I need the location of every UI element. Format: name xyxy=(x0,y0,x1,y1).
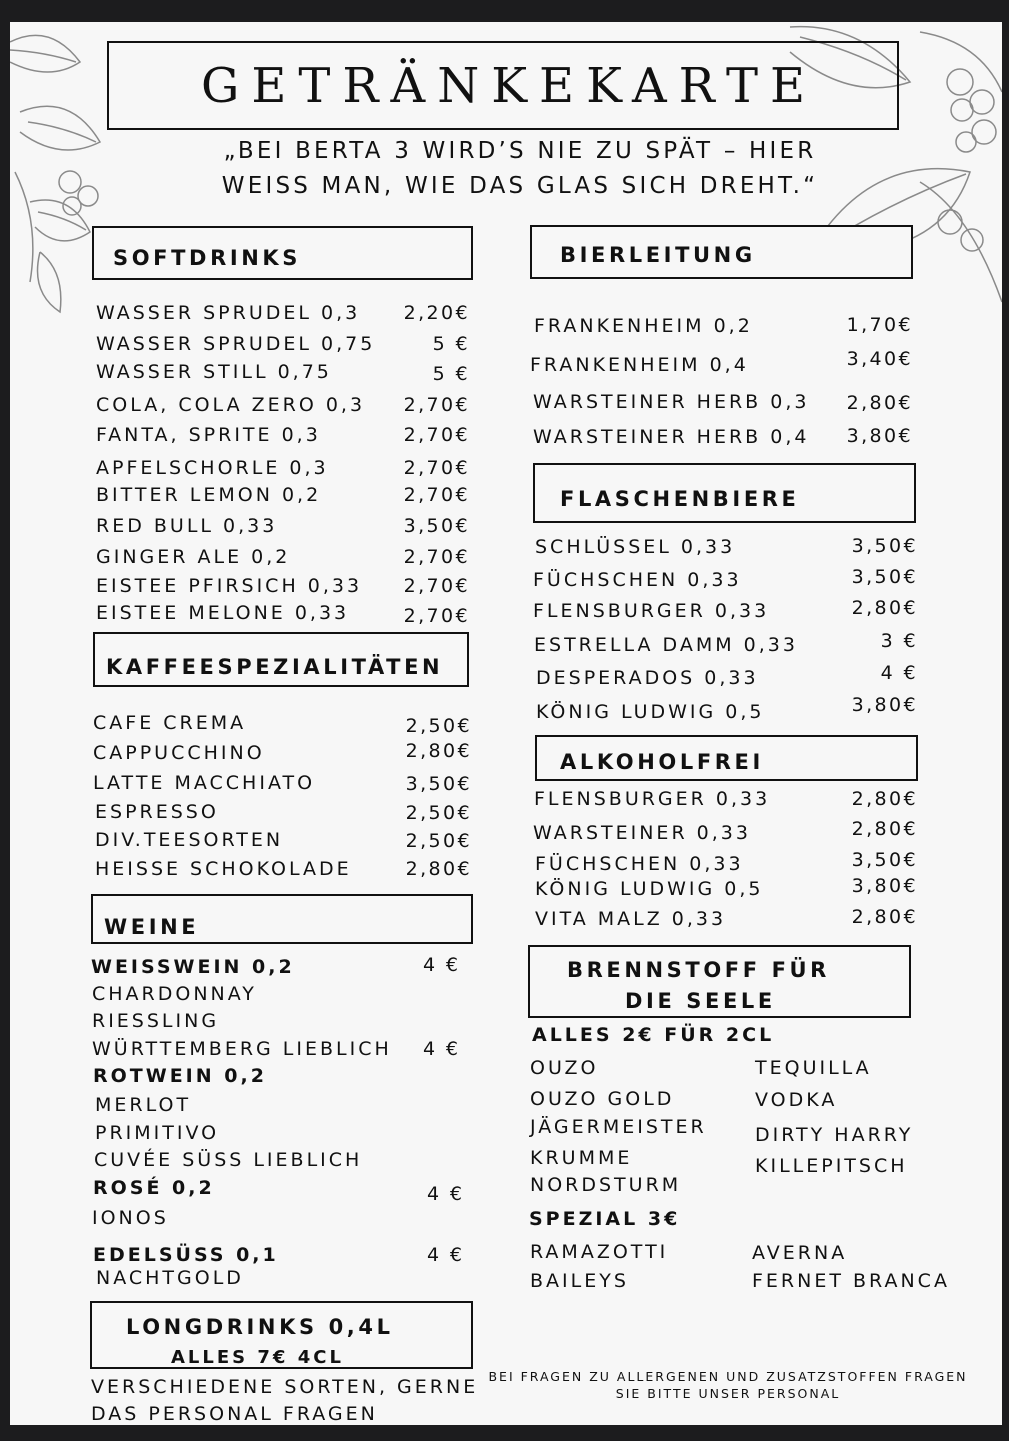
menu-item-price: 2,50€ xyxy=(405,830,472,852)
menu-item-name: RED BULL 0,33 xyxy=(96,515,278,537)
menu-item-name: WASSER SPRUDEL 0,3 xyxy=(96,302,361,324)
spirit-item: RAMAZOTTI xyxy=(530,1241,669,1263)
menu-item-name: WARSTEINER HERB 0,4 xyxy=(533,426,810,448)
spirit-item: OUZO GOLD xyxy=(530,1088,675,1110)
menu-item-name: FÜCHSCHEN 0,33 xyxy=(533,569,742,591)
slogan-line-2: WEISS MAN, WIE DAS GLAS SICH DREHT.“ xyxy=(221,173,819,199)
flaschenbiere-heading: FLASCHENBIERE xyxy=(560,487,800,511)
menu-item-price: 2,20€ xyxy=(403,302,470,324)
bierleitung-heading: BIERLEITUNG xyxy=(560,243,756,267)
longdrinks-heading: LONGDRINKS 0,4L xyxy=(126,1315,394,1339)
menu-item-name: FLENSBURGER 0,33 xyxy=(533,600,770,622)
wine-item: IONOS xyxy=(92,1207,169,1229)
wine-item: WÜRTTEMBERG LIEBLICH xyxy=(92,1038,392,1060)
menu-item-price: 2,70€ xyxy=(403,546,470,568)
menu-item-name: KÖNIG LUDWIG 0,5 xyxy=(536,701,765,723)
menu-item-name: HEISSE SCHOKOLADE xyxy=(95,858,352,880)
menu-sheet xyxy=(10,22,1002,1425)
spirit-item: DIRTY HARRY xyxy=(755,1124,914,1146)
menu-item-price: 3,50€ xyxy=(851,535,918,557)
menu-item-price: 3,50€ xyxy=(405,773,472,795)
menu-item-name: KÖNIG LUDWIG 0,5 xyxy=(535,878,764,900)
menu-item-price: 2,50€ xyxy=(405,715,472,737)
menu-item-price: 3,80€ xyxy=(851,875,918,897)
menu-item-name: SCHLÜSSEL 0,33 xyxy=(535,536,736,558)
menu-item-name: FRANKENHEIM 0,2 xyxy=(534,315,753,337)
spirit-item: BAILEYS xyxy=(530,1270,629,1292)
menu-item-name: WASSER STILL 0,75 xyxy=(96,361,332,383)
spirit-item: FERNET BRANCA xyxy=(752,1270,950,1292)
menu-item-price: 2,70€ xyxy=(403,605,470,627)
menu-item-name: GINGER ALE 0,2 xyxy=(96,546,291,568)
menu-item-price: 2,80€ xyxy=(851,597,918,619)
menu-item-name: EISTEE PFIRSICH 0,33 xyxy=(96,575,363,597)
wine-item: PRIMITIVO xyxy=(95,1122,220,1144)
page-title: GETRÄNKEKARTE xyxy=(200,57,818,114)
menu-item-price: 3,50€ xyxy=(851,849,918,871)
menu-item-name: APFELSCHORLE 0,3 xyxy=(96,457,329,479)
wine-item: CUVÉE SÜSS LIEBLICH xyxy=(94,1149,363,1171)
weine-heading: WEINE xyxy=(104,915,200,939)
spirit-item: TEQUILLA xyxy=(755,1057,872,1079)
menu-item-price: 5 € xyxy=(432,333,470,355)
menu-item-name: EISTEE MELONE 0,33 xyxy=(96,602,350,624)
menu-item-price: 3,80€ xyxy=(851,694,918,716)
menu-item-name: BITTER LEMON 0,2 xyxy=(96,484,322,506)
longdrinks-subheading: ALLES 7€ 4CL xyxy=(171,1347,344,1368)
menu-item-price: 2,80€ xyxy=(851,818,918,840)
menu-item-name: WARSTEINER HERB 0,3 xyxy=(533,391,810,413)
slogan-line-1: „BEI BERTA 3 WIRD’S NIE ZU SPÄT – HIER xyxy=(223,138,817,164)
edelsuess-title: EDELSÜSS 0,1 xyxy=(93,1244,279,1266)
menu-item-name: CAPPUCCHINO xyxy=(93,742,265,764)
menu-item-name: DESPERADOS 0,33 xyxy=(536,667,759,689)
edelsuess-price: 4 € xyxy=(427,1244,465,1266)
menu-item-name: VITA MALZ 0,33 xyxy=(535,908,727,930)
menu-item-price: 2,70€ xyxy=(403,484,470,506)
longdrinks-note-line-2: DAS PERSONAL FRAGEN xyxy=(91,1403,378,1425)
rose-title: ROSÉ 0,2 xyxy=(93,1177,215,1199)
weisswein-price: 4 € xyxy=(423,954,461,976)
slogan-quote xyxy=(160,134,880,204)
menu-item-price: 3 € xyxy=(880,630,918,652)
menu-item-name: FANTA, SPRITE 0,3 xyxy=(96,424,321,446)
brennstoff-heading-line-2: DIE SEELE xyxy=(625,989,776,1013)
menu-item-price: 2,50€ xyxy=(405,802,472,824)
title-frame xyxy=(107,41,899,130)
spirit-item: KILLEPITSCH xyxy=(755,1155,908,1177)
menu-item-price: 2,80€ xyxy=(405,740,472,762)
weisswein-title: WEISSWEIN 0,2 xyxy=(91,956,295,978)
brennstoff-heading-line-1: BRENNSTOFF FÜR xyxy=(567,958,830,982)
menu-item-name: COLA, COLA ZERO 0,3 xyxy=(96,394,366,416)
menu-item-price: 2,80€ xyxy=(851,788,918,810)
menu-item-price: 2,70€ xyxy=(403,575,470,597)
spirit-item: AVERNA xyxy=(752,1242,848,1264)
menu-item-name: LATTE MACCHIATO xyxy=(93,772,316,794)
alkoholfrei-heading: ALKOHOLFREI xyxy=(560,750,764,774)
menu-item-name: ESTRELLA DAMM 0,33 xyxy=(534,634,798,656)
rotwein-title: ROTWEIN 0,2 xyxy=(93,1065,267,1087)
menu-item-name: WARSTEINER 0,33 xyxy=(533,822,751,844)
menu-item-price: 2,80€ xyxy=(405,858,472,880)
menu-item-price: 3,80€ xyxy=(846,425,913,447)
softdrinks-heading: SOFTDRINKS xyxy=(113,246,302,270)
menu-item-price: 2,70€ xyxy=(403,424,470,446)
brennstoff-price-note: ALLES 2€ FÜR 2CL xyxy=(532,1024,775,1046)
menu-item-price: 2,80€ xyxy=(851,906,918,928)
menu-item-price: 1,70€ xyxy=(846,314,913,336)
footer-line-1: BEI FRAGEN ZU ALLERGENEN UND ZUSATZSTOFFEN FRAGEN xyxy=(488,1369,968,1384)
rose-price: 4 € xyxy=(427,1183,465,1205)
wine-item: RIESSLING xyxy=(92,1010,220,1032)
menu-item-price: 5 € xyxy=(432,363,470,385)
menu-item-name: FRANKENHEIM 0,4 xyxy=(530,354,749,376)
spirit-item: JÄGERMEISTER xyxy=(530,1116,707,1138)
footer-line-2: SIE BITTE UNSER PERSONAL xyxy=(615,1386,841,1401)
menu-item-name: DIV.TEESORTEN xyxy=(95,829,284,851)
longdrinks-note-line-1: VERSCHIEDENE SORTEN, GERNE xyxy=(91,1376,479,1398)
wine-item: MERLOT xyxy=(95,1094,192,1116)
menu-item-price: 2,80€ xyxy=(846,392,913,414)
spirit-item: OUZO xyxy=(530,1057,599,1079)
menu-item-price: 2,70€ xyxy=(403,457,470,479)
menu-item-name: FLENSBURGER 0,33 xyxy=(534,788,771,810)
menu-item-price: 3,40€ xyxy=(846,348,913,370)
spirit-item: VODKA xyxy=(755,1089,838,1111)
spirit-item: NORDSTURM xyxy=(530,1174,682,1196)
wine-lieblich-price: 4 € xyxy=(423,1038,461,1060)
spirit-item: KRUMME xyxy=(530,1147,633,1169)
menu-item-price: 3,50€ xyxy=(851,566,918,588)
wine-item: NACHTGOLD xyxy=(96,1267,244,1289)
menu-item-name: CAFE CREMA xyxy=(93,712,247,734)
menu-item-price: 2,70€ xyxy=(403,394,470,416)
allergen-footer xyxy=(478,1368,978,1402)
spezial-heading: SPEZIAL 3€ xyxy=(529,1208,681,1230)
menu-item-name: ESPRESSO xyxy=(95,801,219,823)
kaffee-heading: KAFFEESPEZIALITÄTEN xyxy=(106,655,444,679)
menu-item-price: 3,50€ xyxy=(403,515,470,537)
wine-item: CHARDONNAY xyxy=(92,983,257,1005)
menu-item-name: FÜCHSCHEN 0,33 xyxy=(535,853,744,875)
menu-item-price: 4 € xyxy=(880,662,918,684)
menu-item-name: WASSER SPRUDEL 0,75 xyxy=(96,333,376,355)
